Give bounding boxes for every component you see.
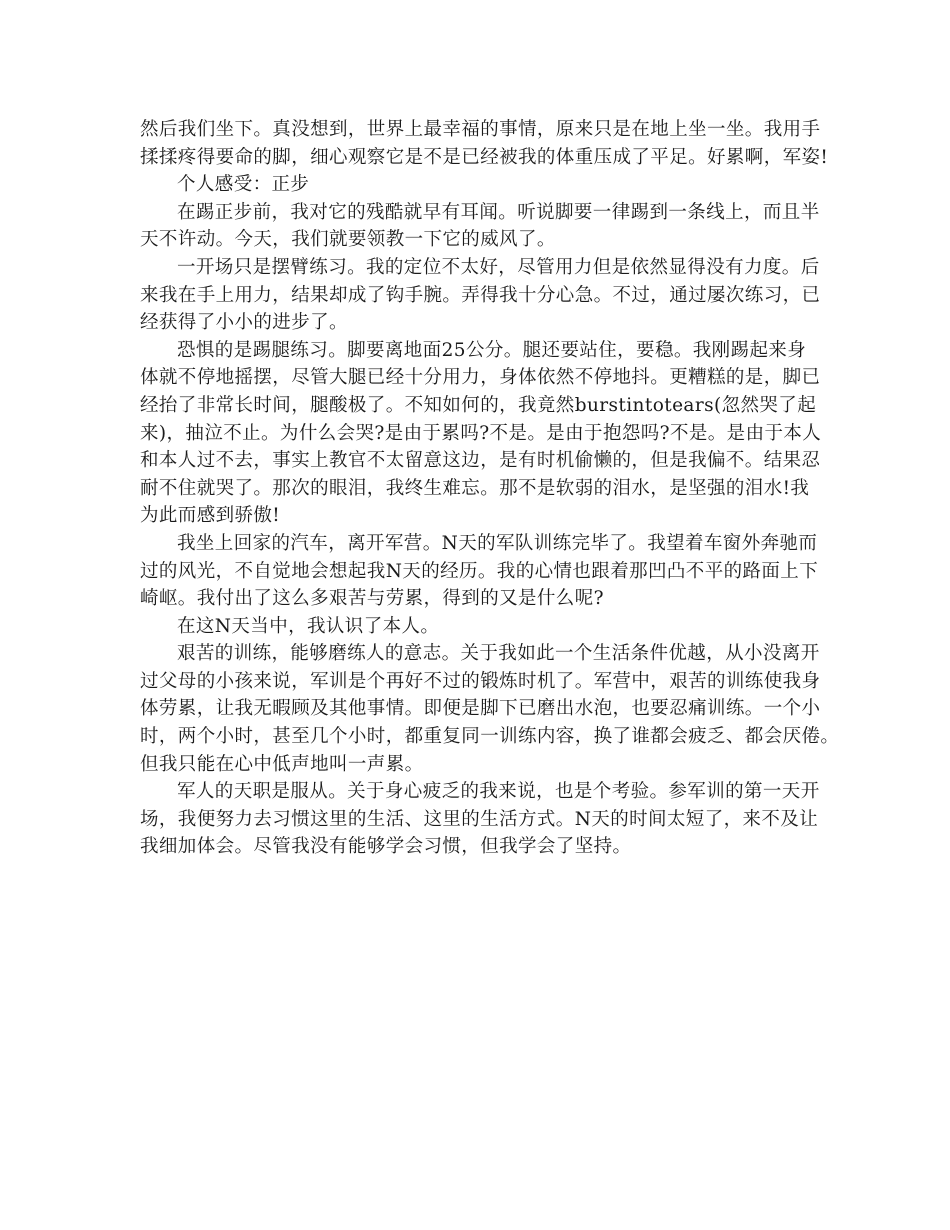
text-line: 我细加体会。尽管我没有能够学会习惯，但我学会了坚持。 (140, 836, 632, 858)
text-line: 场，我便努力去习惯这里的生活、这里的生活方式。N天的时间太短了，来不及让 (140, 808, 819, 830)
text-line: 体劳累，让我无暇顾及其他事情。即便是脚下已磨出水泡，也要忍痛训练。一个小 (140, 698, 821, 720)
text-line: 经获得了小小的进步了。 (140, 312, 348, 334)
paragraph-first-line: 艰苦的训练，能够磨练人的意志。关于我如此一个生活条件优越，从小没离开 (177, 643, 820, 665)
text-line: 和本人过不去，事实上教官不太留意这边，是有时机偷懒的，但是我偏不。结果忍 (140, 450, 821, 472)
paragraph-first-line: 在踢正步前，我对它的残酷就早有耳闻。听说脚要一律踢到一条线上，而且半 (177, 201, 820, 223)
text-line: 来我在手上用力，结果却成了钩手腕。弄得我十分心急。不过，通过屡次练习，已 (140, 284, 821, 306)
paragraph-first-line: 军人的天职是服从。关于身心疲乏的我来说，也是个考验。参军训的第一天开 (177, 781, 820, 803)
text-line: 时，两个小时，甚至几个小时，都重复同一训练内容，换了谁都会疲乏、都会厌倦。 (140, 726, 840, 748)
text-line: 过的风光，不自觉地会想起我N天的经历。我的心情也跟着那凹凸不平的路面上下 (140, 560, 819, 582)
text-line: 崎岖。我付出了这么多艰苦与劳累，得到的又是什么呢? (140, 588, 604, 610)
text-line: 天不许动。今天，我们就要领教一下它的威风了。 (140, 229, 556, 251)
text-line: 但我只能在心中低声地叫一声累。 (140, 753, 424, 775)
text-line: 为此而感到骄傲! (140, 505, 281, 527)
text-line: 经抬了非常长时间，腿酸极了。不知如何的，我竟然burstintotears(忽然哭了起 (140, 394, 817, 416)
text-line: 来)，抽泣不止。为什么会哭?是由于累吗?不是。是由于抱怨吗?不是。是由于本人 (140, 422, 822, 444)
text-line: 过父母的小孩来说，军训是个再好不过的锻炼时机了。军营中，艰苦的训练使我身 (140, 670, 821, 692)
paragraph-first-line: 恐惧的是踢腿练习。脚要离地面25公分。腿还要站住，要稳。我刚踢起来身 (177, 339, 807, 361)
text-line: 然后我们坐下。真没想到，世界上最幸福的事情，原来只是在地上坐一坐。我用手 (140, 119, 821, 140)
paragraph-first-line: 个人感受：正步 (177, 174, 310, 196)
paragraph-first-line: 在这N天当中，我认识了本人。 (177, 615, 440, 637)
text-line: 揉揉疼得要命的脚，细心观察它是不是已经被我的体重压成了平足。好累啊，军姿! (140, 146, 829, 168)
text-line: 耐不住就哭了。那次的眼泪，我终生难忘。那不是软弱的泪水，是坚强的泪水!我 (140, 477, 810, 499)
paragraph-first-line: 我坐上回家的汽车，离开军营。N天的军队训练完毕了。我望着车窗外奔驰而 (177, 532, 818, 554)
paragraph-first-line: 一开场只是摆臂练习。我的定位不太好，尽管用力但是依然显得没有力度。后 (177, 256, 820, 278)
document-body (140, 116, 840, 861)
text-line: 体就不停地摇摆，尽管大腿已经十分用力，身体依然不停地抖。更糟糕的是，脚已 (140, 367, 821, 389)
